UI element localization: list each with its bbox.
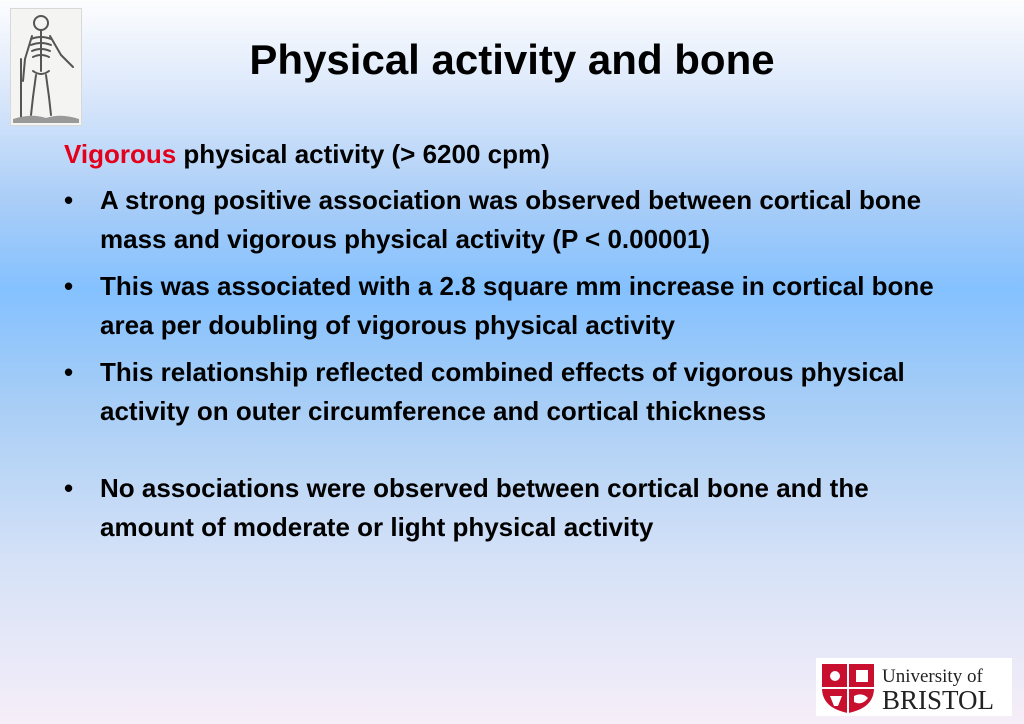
bullet-item: • No associations were observed between cortical bone and the amount of moderate or light physical activity	[64, 469, 964, 547]
slide-subheading	[64, 139, 550, 170]
university-logo	[816, 658, 1012, 716]
bullet-item: • This relationship reflected combined effects of vigorous physical activity on outer circumference and cortical thickness	[64, 353, 964, 431]
subheading-text: physical activity (> 6200 cpm)	[176, 139, 550, 169]
slide-title: Physical activity and bone	[249, 36, 775, 83]
logo-line2: BRISTOL	[882, 685, 995, 715]
bullet-list	[64, 181, 964, 555]
subheading-highlight: Vigorous	[64, 139, 177, 169]
bullet-item: • This was associated with a 2.8 square mm increase in cortical bone area per doubling of vigorous physical activity	[64, 267, 964, 345]
logo-line1: University of	[882, 666, 983, 687]
bullet-item: • A strong positive association was observed between cortical bone mass and vigorous physical activity (P < 0.00001)	[64, 181, 964, 259]
